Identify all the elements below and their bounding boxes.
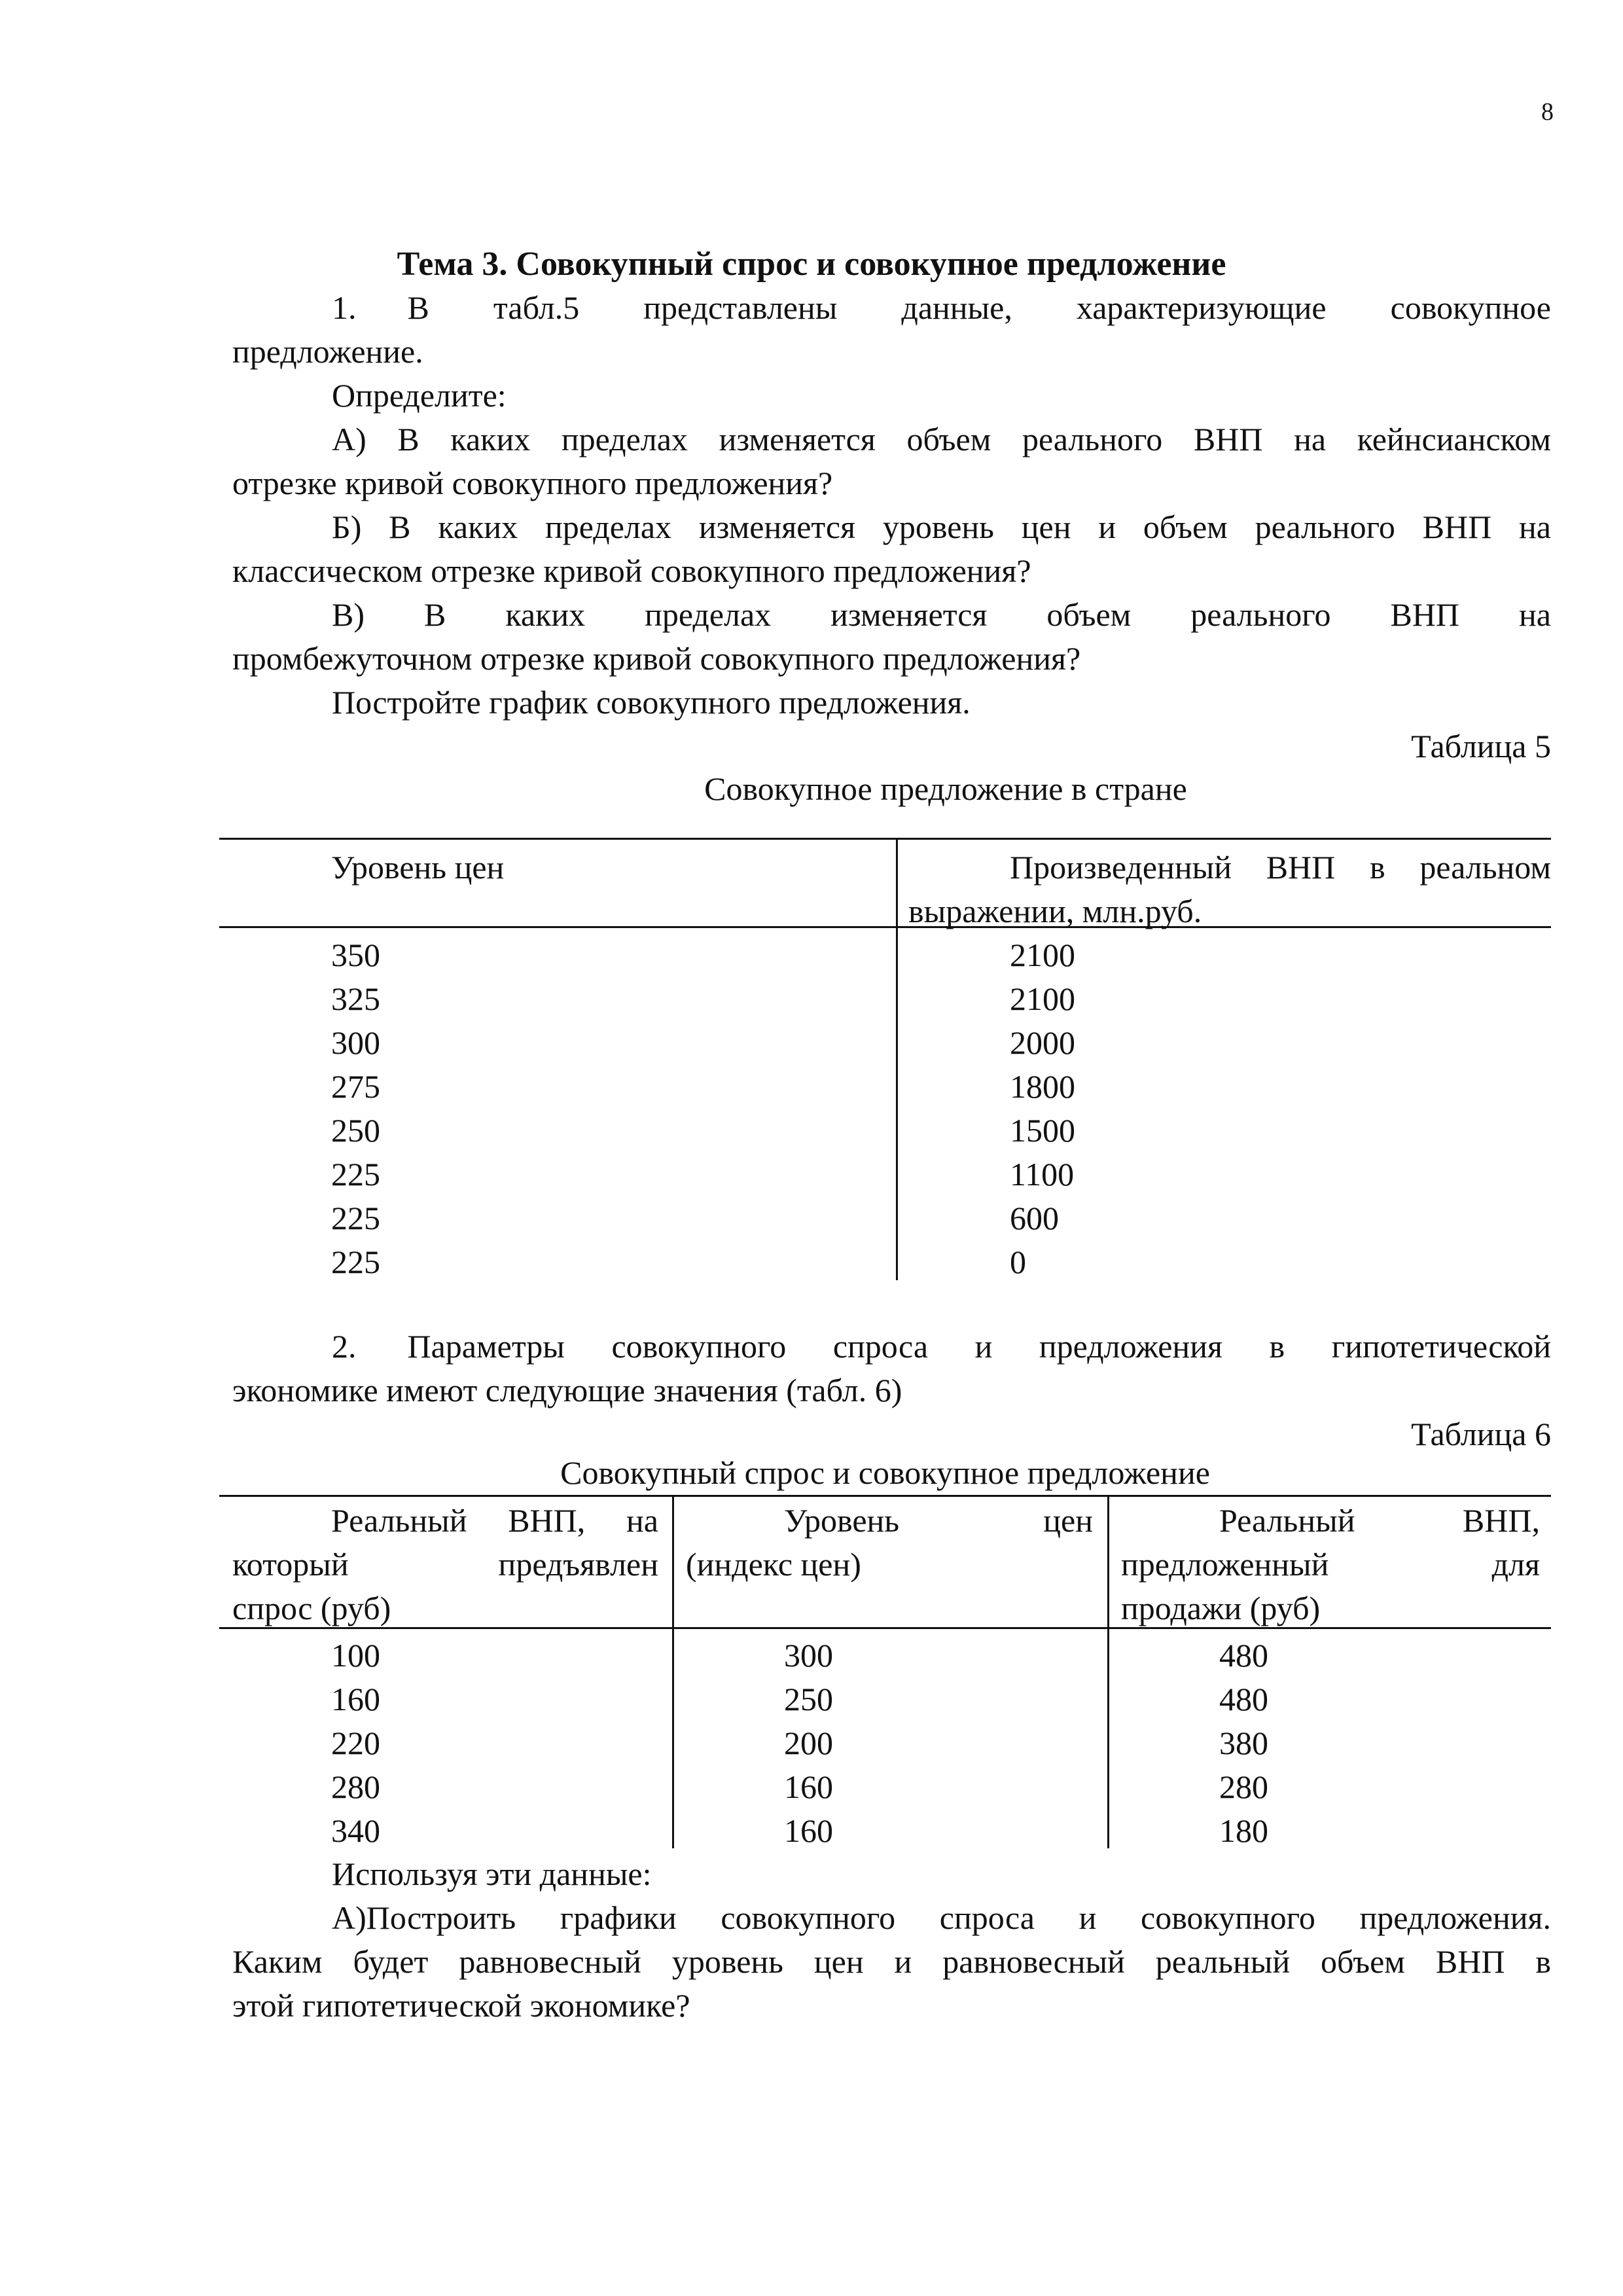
table6-header-price-line1: Уровень цен: [784, 1502, 1093, 1539]
task1-question-b-line2: классическом отрезке кривой совокупного предложения?: [232, 552, 1031, 589]
table5-gnp-cell: 1800: [1010, 1068, 1075, 1105]
table6-supply-cell: 480: [1219, 1681, 1268, 1717]
table6-supply-cell: 280: [1219, 1768, 1268, 1805]
table6-demand-cell: 160: [331, 1681, 380, 1717]
table5-price-cell: 225: [331, 1200, 380, 1236]
task1-question-b-line1: Б) В каких пределах изменяется уровень цен и объем реального ВНП на: [332, 509, 1551, 545]
table6-price-cell: 200: [784, 1725, 833, 1761]
table5-price-cell: 300: [331, 1024, 380, 1061]
table5-column-divider: [896, 838, 898, 1280]
table6-price-cell: 300: [784, 1637, 833, 1674]
table5-price-cell: 350: [331, 937, 380, 973]
table5-gnp-cell: 600: [1010, 1200, 1059, 1236]
table6-price-cell: 160: [784, 1812, 833, 1849]
table6-column-divider-2: [1107, 1495, 1109, 1848]
task2-intro-line1: [232, 1325, 1551, 1369]
task2-intro-line2: экономике имеют следующие значения (табл. 6): [232, 1372, 902, 1408]
table5-header-rule: [219, 926, 1551, 928]
task1-question-c-line2: промбежуточном отрезке кривой совокупного предложения?: [232, 640, 1081, 677]
table5-price-cell: 225: [331, 1156, 380, 1193]
page-number: 8: [1541, 98, 1554, 126]
task1-determine: Определите:: [332, 377, 507, 414]
table5-price-cell: 325: [331, 980, 380, 1017]
task1-intro-line2: предложение.: [232, 333, 423, 370]
table6-header-supply-line1: Реальный ВНП,: [1219, 1502, 1540, 1539]
task1-question-a-line2: отрезке кривой совокупного предложения?: [232, 465, 833, 501]
table6-demand-cell: 220: [331, 1725, 380, 1761]
table5-header-gnp-line2: выражении, млн.руб.: [908, 893, 1202, 929]
table5-gnp-cell: 1100: [1010, 1156, 1075, 1193]
table6-header-demand-line1: Реальный ВНП, на: [331, 1502, 658, 1539]
task1-intro-text: В табл.5 представлены данные, характеризующие совокупное: [407, 289, 1551, 326]
table6-supply-cell: 380: [1219, 1725, 1268, 1761]
task1-number: 1.: [332, 289, 357, 326]
table6-price-cell: 250: [784, 1681, 833, 1717]
table6-label: Таблица 6: [1411, 1416, 1551, 1452]
table5-caption: Совокупное предложение в стране: [704, 770, 1187, 807]
table6-top-rule: [219, 1495, 1551, 1497]
table5-price-cell: 225: [331, 1244, 380, 1280]
table6-header-supply-line3: продажи (руб): [1121, 1590, 1321, 1626]
table6-header-supply-line2: предложенный для: [1121, 1546, 1540, 1583]
table5-top-rule: [219, 838, 1551, 840]
task2-question-a-line1: А)Построить графики совокупного спроса и совокупного предложения.: [332, 1899, 1551, 1936]
table6-price-cell: 160: [784, 1768, 833, 1805]
table6-supply-cell: 480: [1219, 1637, 1268, 1674]
table6-caption: Совокупный спрос и совокупное предложение: [560, 1454, 1210, 1491]
table6-header-demand-line2: который предъявлен: [232, 1546, 658, 1583]
table6-demand-cell: 100: [331, 1637, 380, 1674]
task1-question-c-line1: В) В каких пределах изменяется объем реального ВНП на: [332, 596, 1551, 633]
table5-label: Таблица 5: [1411, 728, 1551, 764]
table6-demand-cell: 340: [331, 1812, 380, 1849]
task1-build-graph: Постройте график совокупного предложения.: [332, 684, 971, 721]
table5-price-cell: 250: [331, 1112, 380, 1149]
table5-gnp-cell: 2000: [1010, 1024, 1075, 1061]
task2-question-a-line3: этой гипотетической экономике?: [232, 1987, 690, 2024]
table5-gnp-cell: 2100: [1010, 980, 1075, 1017]
table5-header-gnp-line1: Произведенный ВНП в реальном: [1010, 849, 1551, 886]
table5-gnp-cell: 2100: [1010, 937, 1075, 973]
table5-price-cell: 275: [331, 1068, 380, 1105]
table6-header-rule: [219, 1627, 1551, 1629]
table5-gnp-cell: 0: [1010, 1244, 1026, 1280]
task2-intro-text: Параметры совокупного спроса и предложения в гипотетической: [407, 1328, 1551, 1365]
table5-gnp-cell: 1500: [1010, 1112, 1075, 1149]
table6-demand-cell: 280: [331, 1768, 380, 1805]
task1-question-a-line1: А) В каких пределах изменяется объем реального ВНП на кейнсианском: [332, 421, 1551, 457]
task2-number: 2.: [332, 1328, 357, 1365]
task2-using-data: Используя эти данные:: [332, 1856, 652, 1892]
task2-question-a-line2: Каким будет равновесный уровень цен и равновесный реальный объем ВНП в: [232, 1943, 1551, 1980]
table5-header-price: Уровень цен: [331, 849, 505, 886]
table6-supply-cell: 180: [1219, 1812, 1268, 1849]
table6-column-divider-1: [672, 1495, 674, 1848]
table6-header-price-line2: (индекс цен): [686, 1546, 861, 1583]
table6-header-demand-line3: спрос (руб): [232, 1590, 391, 1626]
page-title: Тема 3. Совокупный спрос и совокупное предложение: [397, 245, 1226, 283]
task1-intro-line1: [232, 286, 1551, 330]
